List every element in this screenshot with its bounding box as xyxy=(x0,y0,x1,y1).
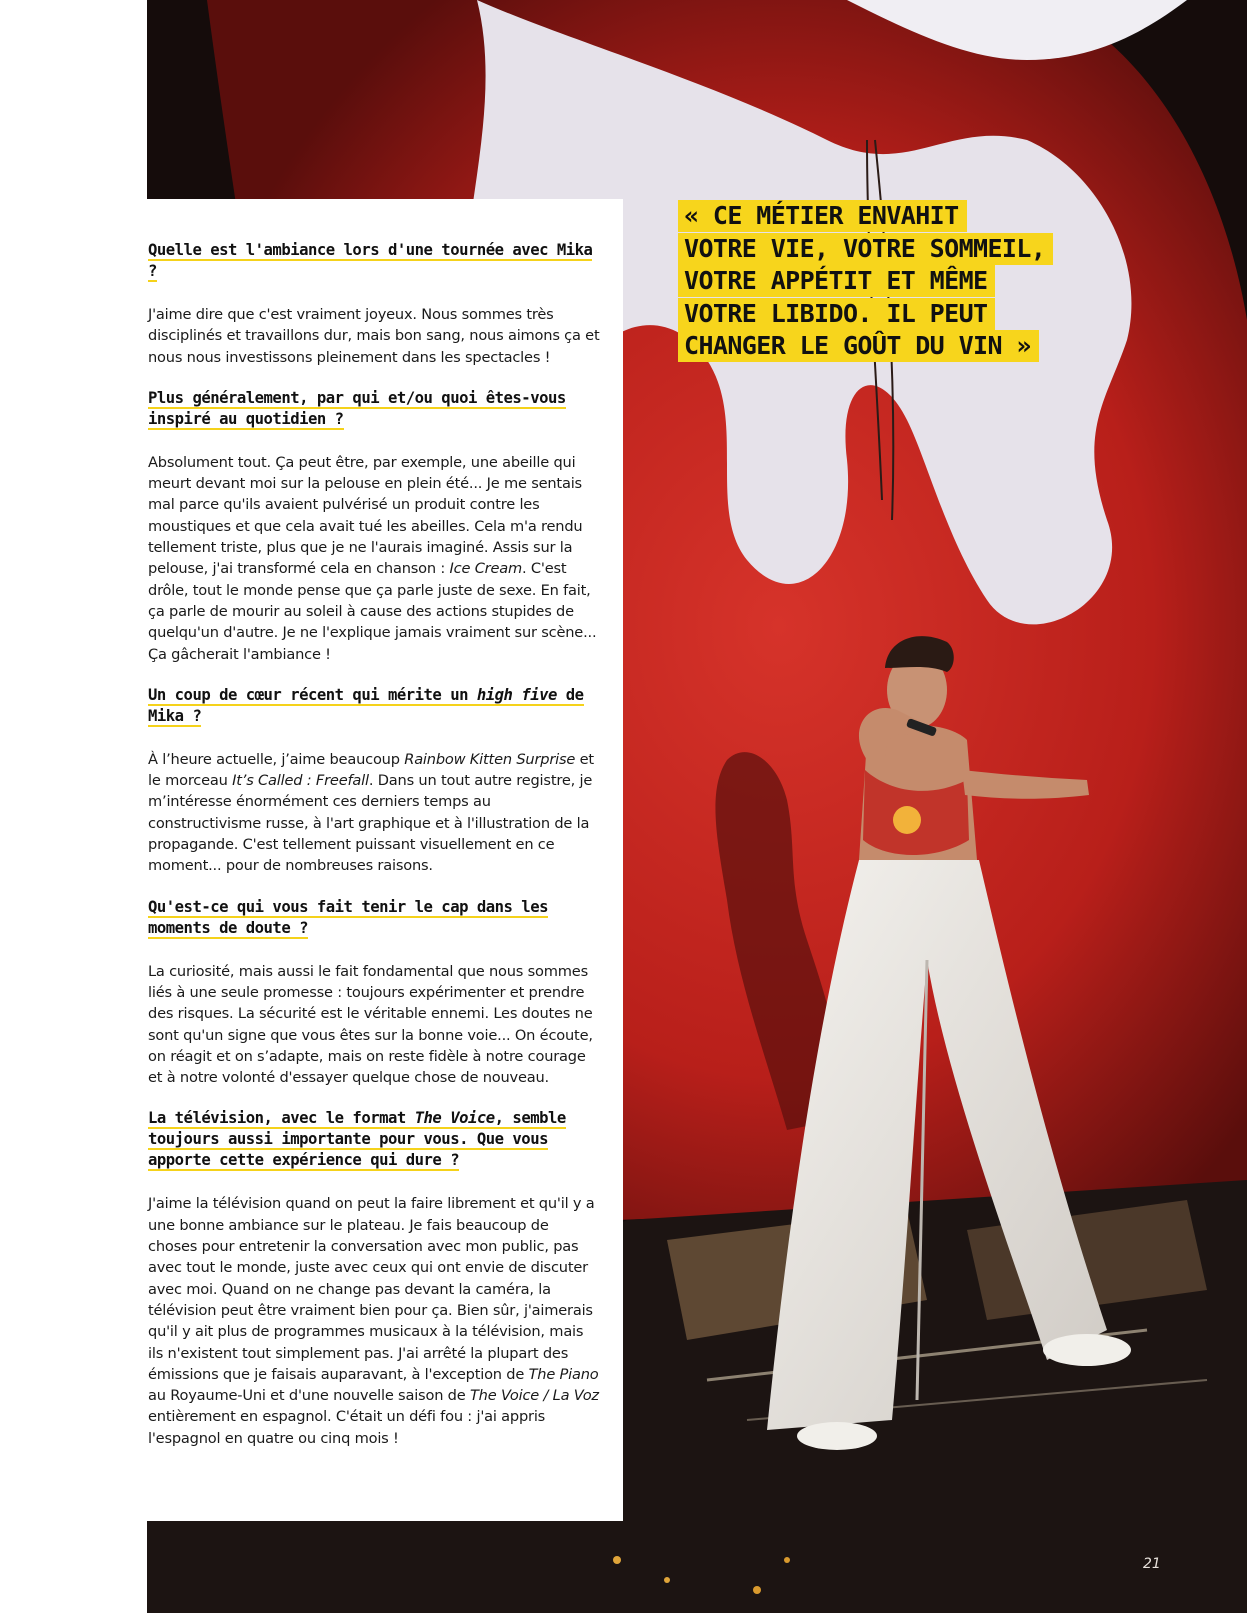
pull-quote-line: « CE MÉTIER ENVAHIT xyxy=(678,200,967,232)
pull-quote-line: CHANGER LE GOÛT DU VIN » xyxy=(678,330,1039,362)
question-2: Plus généralement, par qui et/ou quoi êtes-vous inspiré au quotidien ? xyxy=(148,388,566,428)
pull-quote-line: VOTRE LIBIDO. IL PEUT xyxy=(678,298,995,330)
question-4: Qu'est-ce qui vous fait tenir le cap dans les moments de doute ? xyxy=(148,897,548,937)
answer-4: La curiosité, mais aussi le fait fondamental que nous sommes liés à une seule promesse : toujours expérimenter et prendre des risques. La sécurité est le véritable ennemi. Les doutes ne sont qu'un signe que vous êtes sur la bonne voie... On écoute, on réagit et on s’adapte, mais on reste fidèle à notre courage et à notre volonté d'essayer quelque chose de nouveau. xyxy=(148,962,593,1087)
pull-quote-line: VOTRE VIE, VOTRE SOMMEIL, xyxy=(678,233,1053,265)
answer-3: À l’heure actuelle, j’aime beaucoup Rainbow Kitten Surprise et le morceau It’s Called : Freefall. Dans un tout autre registre, je m’intéresse énormément ces derniers temps au constructivisme russe, à l'art graphique et à l'illustration de la propagande. C'est tellement puissant visuellement en ce moment... pour de nombreuses raisons. xyxy=(148,750,594,875)
answer-2: Absolument tout. Ça peut être, par exemple, une abeille qui meurt devant moi sur la pelouse en plein été... Je me sentais mal parce qu'ils avaient pulvérisé un produit contre les moustiques et que cela avait tué les abeilles. Cela m'a rendu tellement triste, plus que je ne l'aurais imaginé. Assis sur la pelouse, j'ai transformé cela en chanson : Ice Cream. C'est drôle, tout le monde pense que ça parle juste de sexe. En fait, ça parle de mourir au soleil à cause des actions stupides de quelqu'un d'autre. Je ne l'explique jamais vraiment sur scène... Ça gâcherait l'ambiance ! xyxy=(148,453,597,663)
question-5: La télévision, avec le format The Voice, semble toujours aussi importante pour vous. Que vous apporte cette expérience qui dure ? xyxy=(148,1109,566,1170)
interview-column xyxy=(148,240,600,1469)
pull-quote-line: VOTRE APPÉTIT ET MÊME xyxy=(678,265,995,297)
pull-quote xyxy=(678,200,1118,363)
answer-5: J'aime la télévision quand on peut la faire librement et qu'il y a une bonne ambiance sur le plateau. Je fais beaucoup de choses pour entretenir la conversation avec mon public, pas avec tout le monde, juste avec ceux qui ont envie de discuter avec moi. Quand on ne change pas devant la caméra, la télévision peut être vraiment bien pour ça. Bien sûr, j'aimerais qu'il y ait plus de programmes musicaux à la télévision, mais ils n'existent tout simplement pas. J'ai arrêté la plupart des émissions que je faisais auparavant, à l'exception de The Piano au Royaume-Uni et d'une nouvelle saison de The Voice / La Voz entièrement en espagnol. C'était un défi fou : j'ai appris l'espagnol en quatre ou cinq mois ! xyxy=(148,1195,599,1447)
answer-1: J'aime dire que c'est vraiment joyeux. Nous sommes très disciplinés et travaillons dur, mais bon sang, nous aimons ça et nous nous investissons pleinement dans les spectacles ! xyxy=(148,306,600,366)
question-3: Un coup de cœur récent qui mérite un high five de Mika ? xyxy=(148,685,584,725)
page-number: 21 xyxy=(1143,1556,1161,1572)
question-1: Quelle est l'ambiance lors d'une tournée avec Mika ? xyxy=(148,241,593,280)
